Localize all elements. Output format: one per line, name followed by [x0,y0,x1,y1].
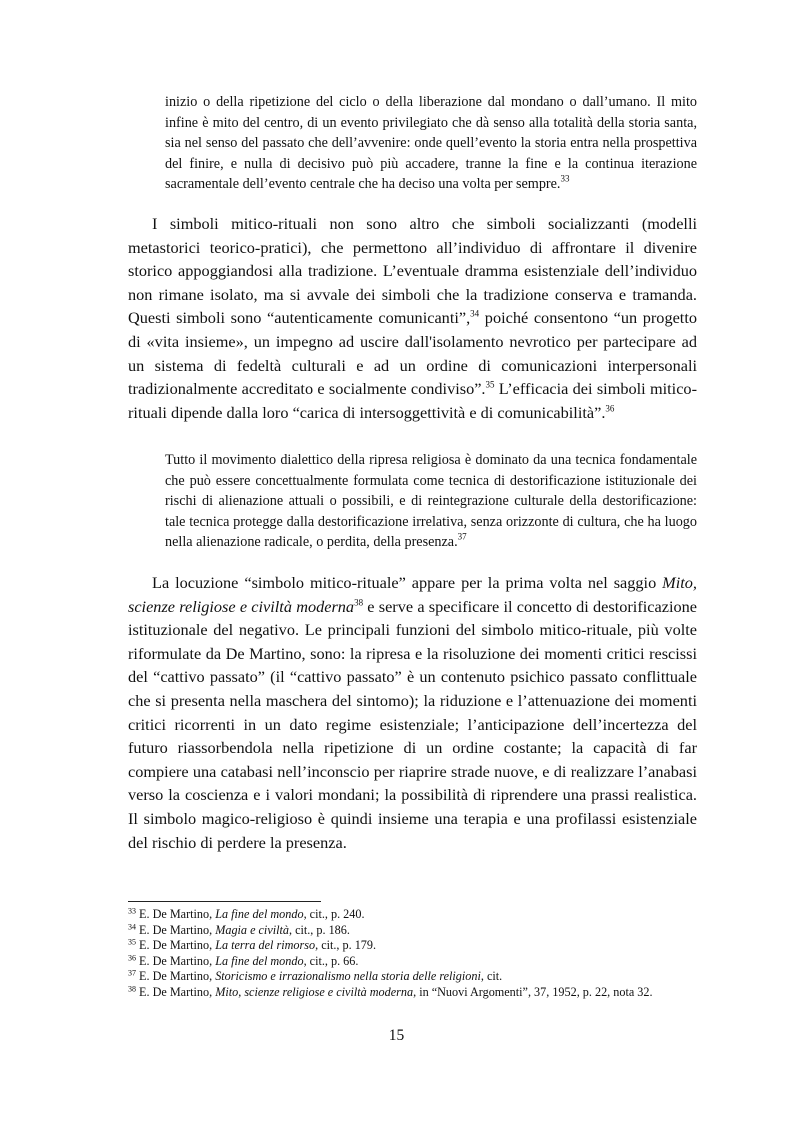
footnote-34 [128,923,697,939]
paragraph-2 [128,571,697,854]
quote-1-text: inizio o della ripetizione del ciclo o della liberazione dal mondano o dall’umano. Il mito infine è mito del centro, di un evento privilegiato che dà senso alla totalità della storia santa, sia nel senso del passato che dell’avvenire: onde quell’evento la storia entra nella prospettiva del finire, e nulla di decisivo può più accadere, tranne la fine e la continua iterazione sacramentale dell’evento centrale che ha deciso una volta per sempre. [165,94,697,193]
footnote-37 [128,969,697,985]
footnote-title: Storicismo e irrazionalismo nella storia delle religioni [215,969,481,984]
paragraph-2-title: Mito, scienze religiose e civiltà moderna [128,573,697,616]
block-quote-1 [165,92,697,195]
footnote-text: E. De Martino, [136,984,216,999]
footnote-title: La fine del mondo [215,953,304,968]
footnote-text: E. De Martino, [136,953,216,968]
footnote-title: Magia e civiltà [215,922,289,937]
paragraph-1-part-2: poiché consentono “un progetto di «vita insieme», un impegno ad uscire dall'isolamento nevrotico per partecipare ad un sistema di fedeltà culturali e ad un ordine di comunicazioni interpersonali tradizionalmente accreditato e socialmente condiviso”. [128,308,697,399]
footnote-38 [128,985,697,1001]
paragraph-2-part-2: e serve a specificare il concetto di destorificazione istituzionale del negativo. Le principali funzioni del simbolo mitico-rituale, più volte riformulate da De Martino, sono: la ripresa e la risoluzione dei momenti critici rescissi del “cattivo passato” (il “cattivo passato” è un contenuto psichico passato conflittuale che si presenta nella maschera del sintomo); la riduzione e l’attenuazione dei momenti critici ricorrenti in un dato regime esistenziale; l’anticipazione dell’incertezza del futuro riassorbendola nella ripetizione di un ordine costante; la capacità di far compiere una catabasi nell’inconscio per riaprire strade nuove, e di realizzare l’anabasi verso la coscienza e i valori mondani; la possibilità di riprendere una prassi realistica. Il simbolo magico-religioso è quindi insieme una terapia e una profilassi esistenziale del rischio di perdere la presenza. [128,596,697,852]
footnote-ref-34: 34 [470,308,480,319]
paragraph-1 [128,212,697,424]
page-number: 15 [388,1027,405,1044]
block-quote-2 [165,450,697,553]
footnote-text: , cit., p. 179. [315,938,377,953]
paragraph-1-part-3: L’efficacia dei simboli mitico-rituali dipende dalla loro “carica di intersoggettività e di comunicabilità”. [128,379,697,422]
footnote-title: La fine del mondo [215,907,304,921]
footnote-number: 37 [128,968,136,978]
footnote-ref-38: 38 [354,596,364,607]
footnote-text: E. De Martino, [136,907,216,921]
footnote-text: , cit., p. 186. [288,922,350,937]
footnote-number: 35 [128,937,136,947]
footnotes [128,907,697,1001]
footnote-35 [128,938,697,954]
footnote-text: E. De Martino, [136,969,216,984]
footnote-ref-35: 35 [485,379,495,390]
footnote-number: 36 [128,953,136,963]
footnote-title: Mito, scienze religiose e civiltà moderna [215,984,414,999]
paragraph-1-part-1: I simboli mitico-rituali non sono altro che simboli socializzanti (modelli metastorici teorico-pratici), che permettono all’individuo di affrontare il divenire storico appoggiandosi alla tradizione. L’eventuale dramma esistenziale dell’individuo non rimane isolato, ma si avvale dei simboli che la tradizione conserva e tramanda. Questi simboli sono “autenticamente comunicanti”, [128,214,697,328]
paragraph-2-part-1: La locuzione “simbolo mitico-rituale” appare per la prima volta nel saggio [152,573,663,592]
footnote-number: 38 [128,984,136,994]
footnote-text: , cit., p. 66. [303,953,359,968]
footnote-ref-33: 33 [560,173,570,184]
footnote-36 [128,954,697,970]
footnote-text: , cit., p. 240. [303,907,365,921]
footnote-title: La terra del rimorso [215,938,316,953]
footnote-number: 34 [128,922,136,932]
footnote-ref-36: 36 [605,403,615,413]
footnote-number: 33 [128,906,136,916]
footnote-33 [128,907,697,923]
footnote-text: , cit. [480,969,503,984]
quote-2-text: Tutto il movimento dialettico della ripresa religiosa è dominato da una tecnica fondamentale che può essere concettualmente formulata come tecnica di destorificazione istituzionale dei rischi di alienazione attuali o possibili, e di reintegrazione culturale della destorificazione: tale tecnica protegge dalla destorificazione irrelativa, senza orizzonte di cultura, che ha luogo nella alienazione radicale, o perdita, della presenza. [165,452,697,551]
footnote-text: E. De Martino, [136,938,216,953]
footnote-text: , in “Nuovi Argomenti”, 37, 1952, p. 22, nota 32. [413,984,653,999]
footnote-text: E. De Martino, [136,922,216,937]
footnote-separator [128,901,321,902]
footnote-ref-37: 37 [457,531,467,542]
